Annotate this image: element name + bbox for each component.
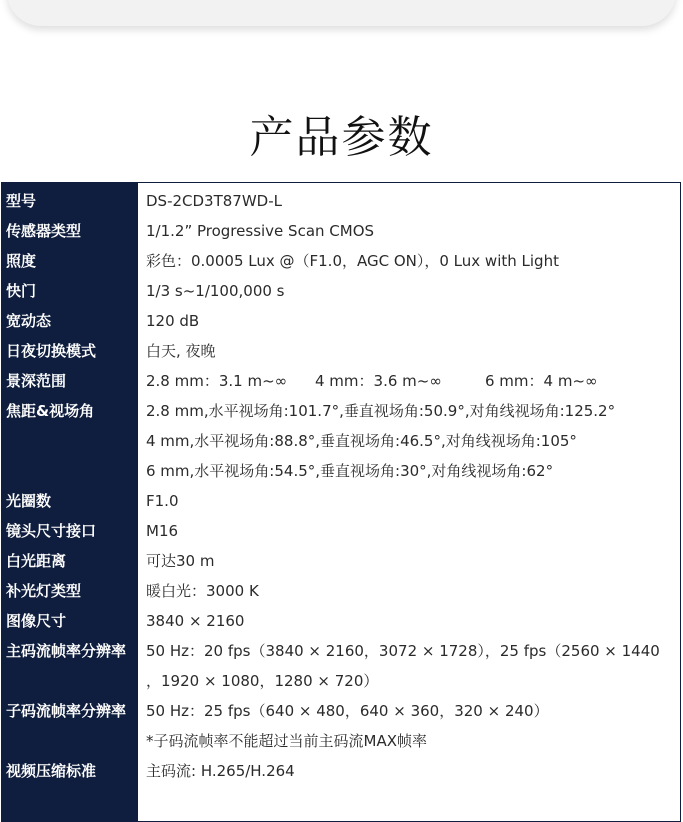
spec-value: 2.8 mm,水平视场角:101.7°,垂直视场角:50.9°,对角线视场角:125.2° bbox=[146, 402, 616, 420]
spec-label: 型号 bbox=[6, 192, 37, 210]
spec-value: 50 Hz：20 fps（3840 × 2160，3072 × 1728），25 fps（2560 × 1440 bbox=[146, 642, 660, 660]
spec-row-illumination bbox=[2, 246, 681, 276]
spec-value: 50 Hz：25 fps（640 × 480，640 × 360，320 × 240） bbox=[146, 702, 549, 720]
spec-value: 彩色：0.0005 Lux @（F1.0，AGC ON），0 Lux with Light bbox=[146, 252, 559, 270]
dof-value-4mm: 4 mm：3.6 m~∞ bbox=[315, 372, 442, 390]
spec-row-compression bbox=[2, 756, 681, 786]
spec-value: 6 mm,水平视场角:54.5°,垂直视场角:30°,对角线视场角:62° bbox=[146, 462, 554, 480]
spec-row-fov-cont bbox=[2, 456, 681, 486]
spec-label: 主码流帧率分辨率 bbox=[6, 642, 127, 660]
spec-value: F1.0 bbox=[146, 492, 179, 510]
spec-value: 暖白光：3000 K bbox=[146, 582, 259, 600]
top-card bbox=[7, 0, 676, 26]
spec-value: 主码流: H.265/H.264 bbox=[146, 762, 295, 780]
spec-note: *子码流帧率不能超过当前主码流MAX帧率 bbox=[146, 732, 427, 750]
spec-label: 景深范围 bbox=[6, 372, 67, 390]
spec-label: 光圈数 bbox=[6, 492, 52, 510]
dof-value-6mm: 6 mm：4 m~∞ bbox=[485, 372, 598, 390]
spec-label: 日夜切换模式 bbox=[6, 342, 97, 360]
spec-row-image-size bbox=[2, 606, 681, 636]
spec-row-aperture bbox=[2, 486, 681, 516]
spec-value: 4 mm,水平视场角:88.8°,垂直视场角:46.5°,对角线视场角:105° bbox=[146, 432, 577, 450]
spec-value: 3840 × 2160 bbox=[146, 612, 245, 630]
dof-value-2-8mm: 2.8 mm：3.1 m~∞ bbox=[146, 372, 288, 390]
spec-value: DS-2CD3T87WD-L bbox=[146, 192, 282, 210]
spec-label: 图像尺寸 bbox=[6, 612, 67, 630]
page-title: 产品参数 bbox=[249, 112, 434, 163]
spec-value bbox=[146, 366, 598, 396]
spec-row-lens-mount bbox=[2, 516, 681, 546]
spec-row-main-stream-cont bbox=[2, 666, 681, 696]
spec-label: 快门 bbox=[6, 282, 37, 300]
spec-row-dof bbox=[2, 366, 681, 396]
spec-label: 补光灯类型 bbox=[6, 582, 82, 600]
spec-value: 1/3 s~1/100,000 s bbox=[146, 282, 285, 300]
spec-row-shutter bbox=[2, 276, 681, 306]
spec-row-white-light bbox=[2, 546, 681, 576]
spec-value: 1/1.2” Progressive Scan CMOS bbox=[146, 222, 375, 240]
spec-value: 可达30 m bbox=[146, 552, 215, 570]
spec-value: M16 bbox=[146, 522, 179, 540]
spec-label: 照度 bbox=[6, 252, 37, 270]
spec-row-fov bbox=[2, 396, 681, 426]
spec-value: 120 dB bbox=[146, 312, 200, 330]
spec-value: ，1920 × 1080，1280 × 720） bbox=[146, 672, 379, 690]
spec-row-model bbox=[2, 186, 681, 216]
spec-value: 白天, 夜晚 bbox=[146, 342, 216, 360]
spec-row-wdr bbox=[2, 306, 681, 336]
spec-label: 子码流帧率分辨率 bbox=[6, 702, 127, 720]
spec-row-day-night bbox=[2, 336, 681, 366]
spec-row-main-stream bbox=[2, 636, 681, 666]
spec-label: 白光距离 bbox=[6, 552, 67, 570]
spec-row-sensor bbox=[2, 216, 681, 246]
spec-label: 宽动态 bbox=[6, 312, 52, 330]
spec-label: 焦距&视场角 bbox=[6, 402, 95, 420]
spec-row-sub-stream-cont bbox=[2, 726, 681, 756]
spec-row-fov-cont bbox=[2, 426, 681, 456]
spec-label: 视频压缩标准 bbox=[6, 762, 97, 780]
spec-label: 镜头尺寸接口 bbox=[6, 522, 97, 540]
spec-label: 传感器类型 bbox=[6, 222, 82, 240]
spec-table bbox=[1, 182, 681, 822]
spec-row-fill-light bbox=[2, 576, 681, 606]
spec-row-sub-stream bbox=[2, 696, 681, 726]
